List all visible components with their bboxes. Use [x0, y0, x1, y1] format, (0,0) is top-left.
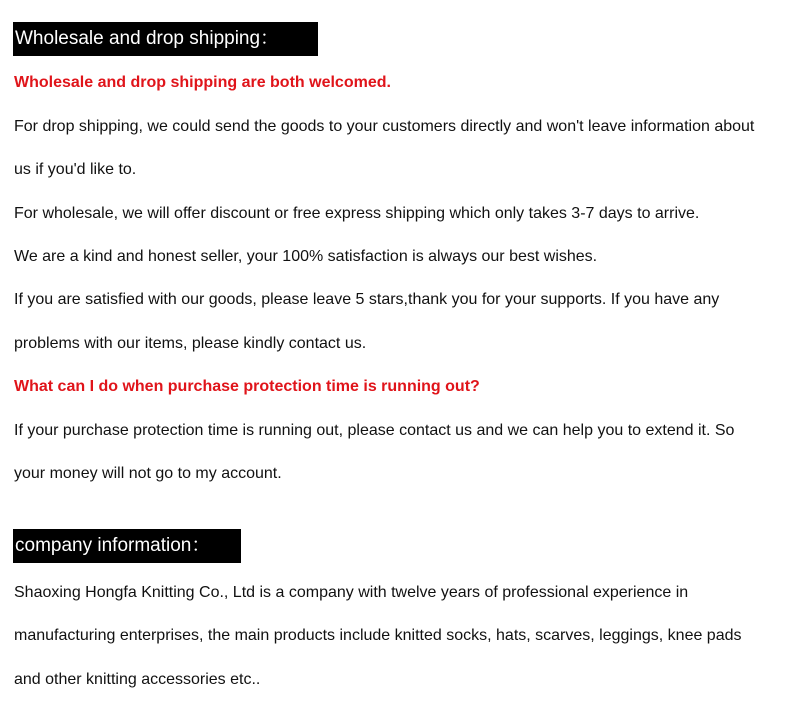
company-info-line-1: Shaoxing Hongfa Knitting Co., Ltd is a company with twelve years of professional experience in: [14, 584, 689, 601]
wholesale-discount-text: For wholesale, we will offer discount or free express shipping which only takes 3-7 days to arrive.: [14, 205, 700, 222]
seller-satisfaction-text: We are a kind and honest seller, your 100% satisfaction is always our best wishes.: [14, 248, 598, 265]
company-info-line-2: manufacturing enterprises, the main products include knitted socks, hats, scarves, leggings, knee pads: [14, 627, 742, 644]
drop-shipping-text-line-2: us if you'd like to.: [14, 161, 137, 178]
feedback-request-line-2: problems with our items, please kindly contact us.: [14, 335, 367, 352]
purchase-protection-answer-line-2: your money will not go to my account.: [14, 465, 282, 482]
feedback-request-line-1: If you are satisfied with our goods, please leave 5 stars,thank you for your supports. If you have any: [14, 291, 720, 308]
wholesale-welcome-notice: Wholesale and drop shipping are both welcomed.: [14, 74, 391, 91]
wholesale-heading: Wholesale and drop shipping：: [13, 22, 318, 56]
purchase-protection-answer-line-1: If your purchase protection time is running out, please contact us and we can help you to extend it. So: [14, 422, 735, 439]
purchase-protection-question: What can I do when purchase protection time is running out?: [14, 378, 480, 395]
company-information-heading: company information：: [13, 529, 241, 563]
company-info-line-3: and other knitting accessories etc..: [14, 671, 261, 688]
drop-shipping-text-line-1: For drop shipping, we could send the goods to your customers directly and won't leave information about: [14, 118, 755, 135]
